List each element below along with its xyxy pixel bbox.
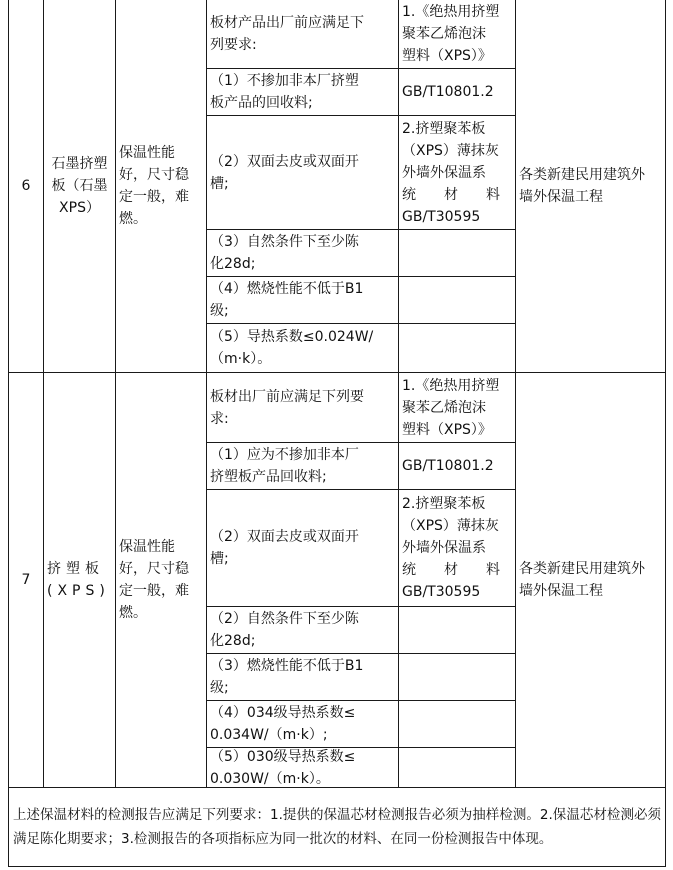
row-7-standard-empty-1 — [398, 606, 516, 654]
row-7-req-2: （2）双面去皮或双面开 槽; — [206, 489, 399, 607]
row-7-req-1: （1）应为不掺加非本厂 挤塑板产品回收料; — [206, 442, 399, 490]
row-7-standard-1: 1.《绝热用挤塑 聚苯乙烯泡沫 塑料（XPS）》 — [398, 372, 516, 443]
row-6-req-1: （1）不掺加非本厂挤塑 板产品的回收料; — [206, 68, 399, 116]
row-6-req-5: （5）导热系数≤0.024W/ （m·k）。 — [206, 323, 399, 373]
row-7-standard-2: GB/T10801.2 — [398, 442, 516, 490]
row-7-standard-3: 2.挤塑聚苯板 （XPS）薄抹灰 外墙外保温系 统 材 料 GB/T30595 — [398, 489, 516, 607]
row-6-req-3: （3）自然条件下至少陈 化28d; — [206, 229, 399, 277]
row-6-standard-empty-3 — [398, 323, 516, 373]
row-6-number: 6 — [8, 0, 44, 373]
row-7-standard-empty-3 — [398, 700, 516, 748]
row-7-req-intro: 板材出厂前应满足下列要 求: — [206, 372, 399, 443]
row-6-performance: 保温性能 好，尺寸稳 定一般，难 燃。 — [115, 0, 207, 373]
row-7-standard-empty-2 — [398, 653, 516, 701]
row-7-req-3: （2）自然条件下至少陈 化28d; — [206, 606, 399, 654]
row-6-standard-empty-2 — [398, 276, 516, 324]
table-footnote: 上述保温材料的检测报告应满足下列要求：1.提供的保温芯材检测报告必须为抽样检测。2.保温芯材检测必须满足陈化期要求；3.检测报告的各项指标应为同一批次的材料、在同一份检测报告中体现。 — [8, 787, 666, 867]
row-7-req-5: （4）034级导热系数≤ 0.034W/（m·k）; — [206, 700, 399, 748]
row-7-req-4: （3）燃烧性能不低于B1 级; — [206, 653, 399, 701]
row-6-req-4: （4）燃烧性能不低于B1 级; — [206, 276, 399, 324]
row-6-req-2: （2）双面去皮或双面开 槽; — [206, 115, 399, 230]
row-6-material-name: 石墨挤塑 板（石墨 XPS） — [43, 0, 116, 373]
row-7-scope: 各类新建民用建筑外 墙外保温工程 — [515, 372, 666, 788]
row-6-standard-empty-1 — [398, 229, 516, 277]
row-6-standard-3: 2.挤塑聚苯板 （XPS）薄抹灰 外墙外保温系 统 材 料 GB/T30595 — [398, 115, 516, 230]
row-7-material-name: 挤塑板 (XPS) — [43, 372, 116, 788]
row-6-standard-1: 1.《绝热用挤塑 聚苯乙烯泡沫 塑料（XPS）》 — [398, 0, 516, 69]
row-6-standard-2: GB/T10801.2 — [398, 68, 516, 116]
row-7-number: 7 — [8, 372, 44, 788]
row-7-performance: 保温性能 好，尺寸稳 定一般，难 燃。 — [115, 372, 207, 788]
row-6-req-intro: 板材产品出厂前应满足下 列要求: — [206, 0, 399, 69]
row-7-standard-empty-4 — [398, 747, 516, 788]
row-7-req-6: （5）030级导热系数≤ 0.030W/（m·k）。 — [206, 747, 399, 788]
row-6-scope: 各类新建民用建筑外 墙外保温工程 — [515, 0, 666, 373]
